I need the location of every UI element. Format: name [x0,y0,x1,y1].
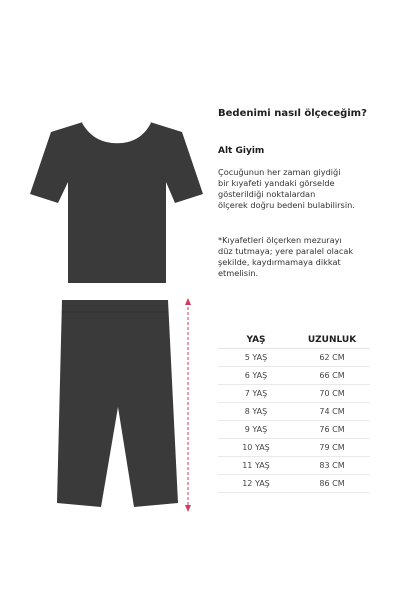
length-cell: 66 CM [294,367,370,385]
length-cell: 62 CM [294,349,370,367]
note-line: düz tutmaya; yere paralel olacak [218,246,354,256]
table-header-row [218,332,370,349]
note-line: şekilde, kaydırmamaya dikkat [218,257,341,267]
pants-icon [57,300,178,507]
table-row [218,349,370,367]
guide-title: Bedenimi nasıl ölçeceğim? [218,108,367,119]
header-length: UZUNLUK [294,332,370,349]
instruction-line: gösterildiği noktalardan [218,189,316,199]
measure-arrow-icon [185,298,191,512]
table-row [218,403,370,421]
note-paragraph [218,235,398,279]
length-cell: 86 CM [294,475,370,493]
age-cell: 9 YAŞ [218,421,294,439]
note-line: *Kıyafetleri ölçerken mezurayı [218,235,342,245]
tshirt-icon [30,120,203,283]
instruction-line: bir kıyafeti yandaki görselde [218,178,335,188]
age-cell: 7 YAŞ [218,385,294,403]
table-row [218,439,370,457]
table-row [218,421,370,439]
table-row [218,457,370,475]
instruction-paragraph [218,167,398,211]
age-cell: 11 YAŞ [218,457,294,475]
length-cell: 70 CM [294,385,370,403]
age-cell: 6 YAŞ [218,367,294,385]
size-table [218,332,370,493]
length-cell: 74 CM [294,403,370,421]
length-cell: 76 CM [294,421,370,439]
age-cell: 12 YAŞ [218,475,294,493]
age-cell: 8 YAŞ [218,403,294,421]
table-row [218,367,370,385]
age-cell: 10 YAŞ [218,439,294,457]
header-age: YAŞ [218,332,294,349]
length-cell: 79 CM [294,439,370,457]
table-row [218,475,370,493]
guide-subtitle: Alt Giyim [218,146,265,156]
note-line: etmelisin. [218,268,259,278]
instruction-line: Çocuğunun her zaman giydiği [218,167,341,177]
length-cell: 83 CM [294,457,370,475]
instruction-line: ölçerek doğru bedeni bulabilirsin. [218,200,355,210]
table-row [218,385,370,403]
age-cell: 5 YAŞ [218,349,294,367]
